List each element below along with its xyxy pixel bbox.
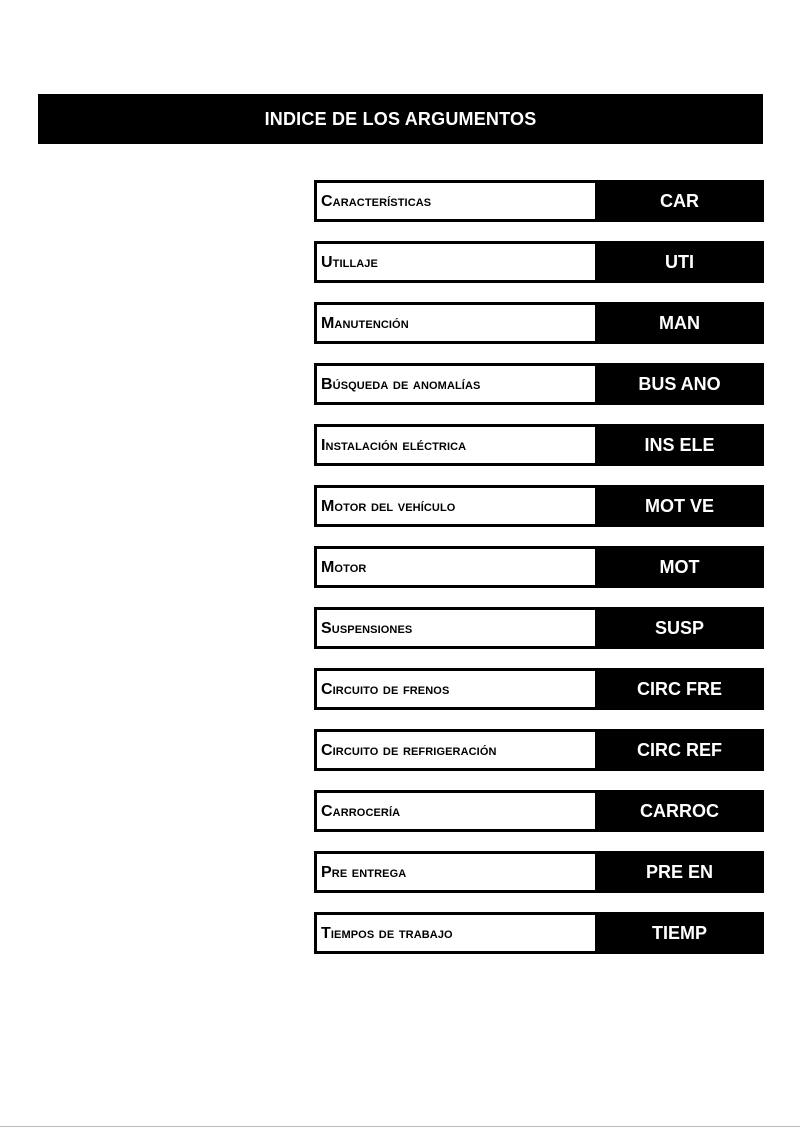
index-row-code-box [595, 607, 764, 649]
index-row-label-box [314, 668, 595, 710]
index-row-code-box [595, 485, 764, 527]
index-row-label: Carrocería [321, 803, 401, 820]
index-row-label: Motor [321, 559, 367, 576]
index-row-code-box [595, 546, 764, 588]
index-row-label: Instalación eléctrica [321, 437, 467, 454]
index-row-code-box [595, 912, 764, 954]
index-row-code: CIRC REF [637, 739, 722, 760]
index-row-label-box [314, 607, 595, 649]
index-row-code-box [595, 729, 764, 771]
index-row-label: Circuito de refrigeración [321, 742, 497, 759]
index-row-label-box [314, 546, 595, 588]
index-row-caracteristicas[interactable] [314, 180, 764, 222]
index-header-bar [38, 94, 763, 144]
index-row-code: CIRC FRE [637, 678, 722, 699]
index-row-instalacion-electrica[interactable] [314, 424, 764, 466]
index-row-label: Características [321, 193, 432, 210]
index-row-label: Manutención [321, 315, 409, 332]
index-row-label-box [314, 180, 595, 222]
index-row-code-box [595, 424, 764, 466]
index-row-code-box [595, 241, 764, 283]
index-row-label-box [314, 851, 595, 893]
index-row-code: INS ELE [644, 434, 715, 455]
index-row-label: Búsqueda de anomalías [321, 376, 481, 393]
index-row-label: Suspensiones [321, 620, 413, 637]
index-row-utillaje[interactable] [314, 241, 764, 283]
index-row-circuito-frenos[interactable] [314, 668, 764, 710]
index-row-code-box [595, 790, 764, 832]
index-row-label-box [314, 912, 595, 954]
page-bottom-divider [0, 1126, 800, 1127]
index-row-label-box [314, 363, 595, 405]
index-row-code: BUS ANO [638, 373, 721, 394]
index-row-label-box [314, 485, 595, 527]
index-row-code: MAN [659, 312, 700, 333]
index-row-label: Circuito de frenos [321, 681, 450, 698]
index-row-code-box [595, 363, 764, 405]
index-row-label-box [314, 302, 595, 344]
index-row-tiempos-trabajo[interactable] [314, 912, 764, 954]
index-row-code-box [595, 180, 764, 222]
index-row-code-box [595, 668, 764, 710]
index-row-label-box [314, 424, 595, 466]
index-row-label-box [314, 729, 595, 771]
index-row-code: PRE EN [645, 861, 714, 882]
index-row-label-box [314, 241, 595, 283]
index-row-label: Motor del vehículo [321, 498, 456, 515]
index-row-label: Tiempos de trabajo [321, 925, 453, 942]
index-row-busqueda-anomalias[interactable] [314, 363, 764, 405]
index-row-code: CAR [660, 190, 699, 211]
index-row-motor-vehiculo[interactable] [314, 485, 764, 527]
index-row-suspensiones[interactable] [314, 607, 764, 649]
index-row-label-box [314, 790, 595, 832]
index-row-carroceria[interactable] [314, 790, 764, 832]
index-row-pre-entrega[interactable] [314, 851, 764, 893]
index-row-code: CARROC [640, 800, 719, 821]
index-row-code: MOT VE [644, 495, 714, 516]
index-row-code-box [595, 851, 764, 893]
index-row-code-box [595, 302, 764, 344]
index-row-code: MOT [659, 556, 700, 577]
index-row-motor[interactable] [314, 546, 764, 588]
index-row-label: Pre entrega [321, 864, 407, 881]
index-row-manutencion[interactable] [314, 302, 764, 344]
page-title: INDICE DE LOS ARGUMENTOS [264, 108, 537, 129]
index-row-circuito-refrigeracion[interactable] [314, 729, 764, 771]
index-row-label: Utillaje [321, 254, 378, 271]
index-row-code: UTI [665, 251, 694, 272]
topic-index-list [314, 180, 764, 973]
index-row-code: TIEMP [651, 922, 707, 943]
index-row-code: SUSP [654, 617, 705, 638]
